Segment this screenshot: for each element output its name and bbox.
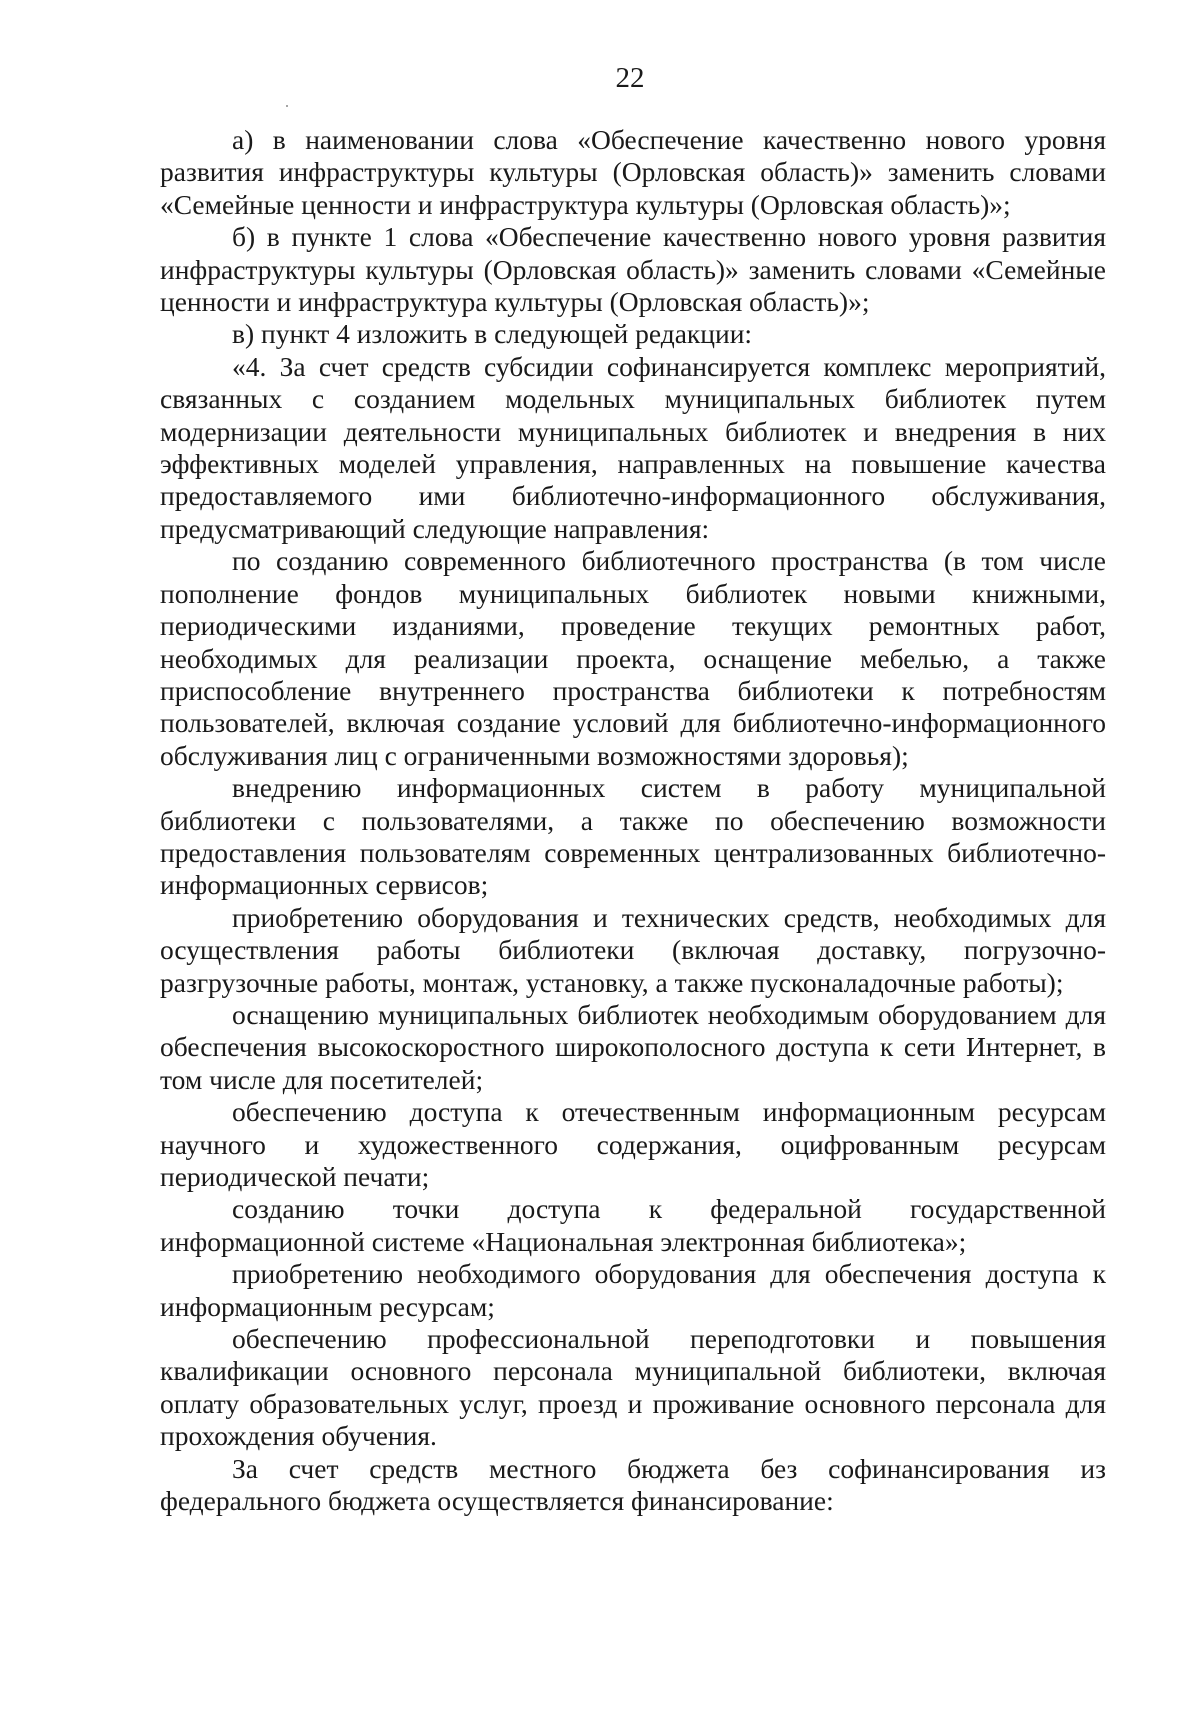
paragraph-a: а) в наименовании слова «Обеспечение качественно нового уровня развития инфраструктуры культуры (Орловская область)» заменить словами «Семейные ценности и инфраструктура культуры (Орловская область)»; bbox=[160, 124, 1106, 220]
paragraph-resource-access: обеспечению доступа к отечественным информационным ресурсам научного и художественного содержания, оцифрованным ресурсам периодической печати; bbox=[160, 1096, 1106, 1192]
document-body bbox=[160, 124, 1106, 1517]
paragraph-b: б) в пункте 1 слова «Обеспечение качественно нового уровня развития инфраструктуры культуры (Орловская область)» заменить словами «Семейные ценности и инфраструктура культуры (Орловская область)»; bbox=[160, 221, 1106, 318]
paragraph-internet-access: оснащению муниципальных библиотек необходимым оборудованием для обеспечения высокоскоростного широкополосного доступа к сети Интернет, в том числе для посетителей; bbox=[160, 998, 1106, 1095]
paragraph-library-space: по созданию современного библиотечного пространства (в том числе пополнение фондов муниципальных библиотек новыми книжными, периодическими изданиями, проведение текущих ремонтных работ, необходимых для реализации проекта, оснащение мебелью, а также приспособление внутреннего пространства библиотеки к потребностям пользователей, включая создание условий для библиотечно-информационного обслуживания лиц с ограниченными возможностями здоровья); bbox=[160, 545, 1106, 771]
paragraph-v: в) пункт 4 изложить в следующей редакции: bbox=[232, 318, 753, 350]
scan-speck bbox=[286, 105, 288, 107]
paragraph-access-equipment: приобретению необходимого оборудования для обеспечения доступа к информационным ресурсам; bbox=[160, 1258, 1106, 1322]
paragraph-information-systems: внедрению информационных систем в работу муниципальной библиотеки с пользователями, а также по обеспечению возможности предоставления пользователям современных централизованных библиотечно-информационных сервисов; bbox=[160, 772, 1106, 901]
paragraph-access-point: созданию точки доступа к федеральной государственной информационной системе «Национальная электронная библиотека»; bbox=[160, 1193, 1106, 1257]
paragraph-equipment-purchase: приобретению оборудования и технических средств, необходимых для осуществления работы библиотеки (включая доставку, погрузочно-разгрузочные работы, монтаж, установку, а также пусконаладочные работы); bbox=[160, 901, 1106, 998]
paragraph-local-budget: За счет средств местного бюджета без софинансирования из федерального бюджета осуществляется финансирование: bbox=[160, 1452, 1106, 1517]
page-number: 22 bbox=[615, 62, 645, 94]
paragraph-point-4: «4. За счет средств субсидии софинансируется комплекс мероприятий, связанных с созданием модельных муниципальных библиотек путем модернизации деятельности муниципальных библиотек и внедрения в них эффективных моделей управления, направленных на повышение качества предоставляемого ими библиотечно-информационного обслуживания, предусматривающий следующие направления: bbox=[160, 350, 1106, 544]
paragraph-staff-training: обеспечению профессиональной переподготовки и повышения квалификации основного персонала муниципальной библиотеки, включая оплату образовательных услуг, проезд и проживание основного персонала для прохождения обучения. bbox=[160, 1323, 1106, 1452]
